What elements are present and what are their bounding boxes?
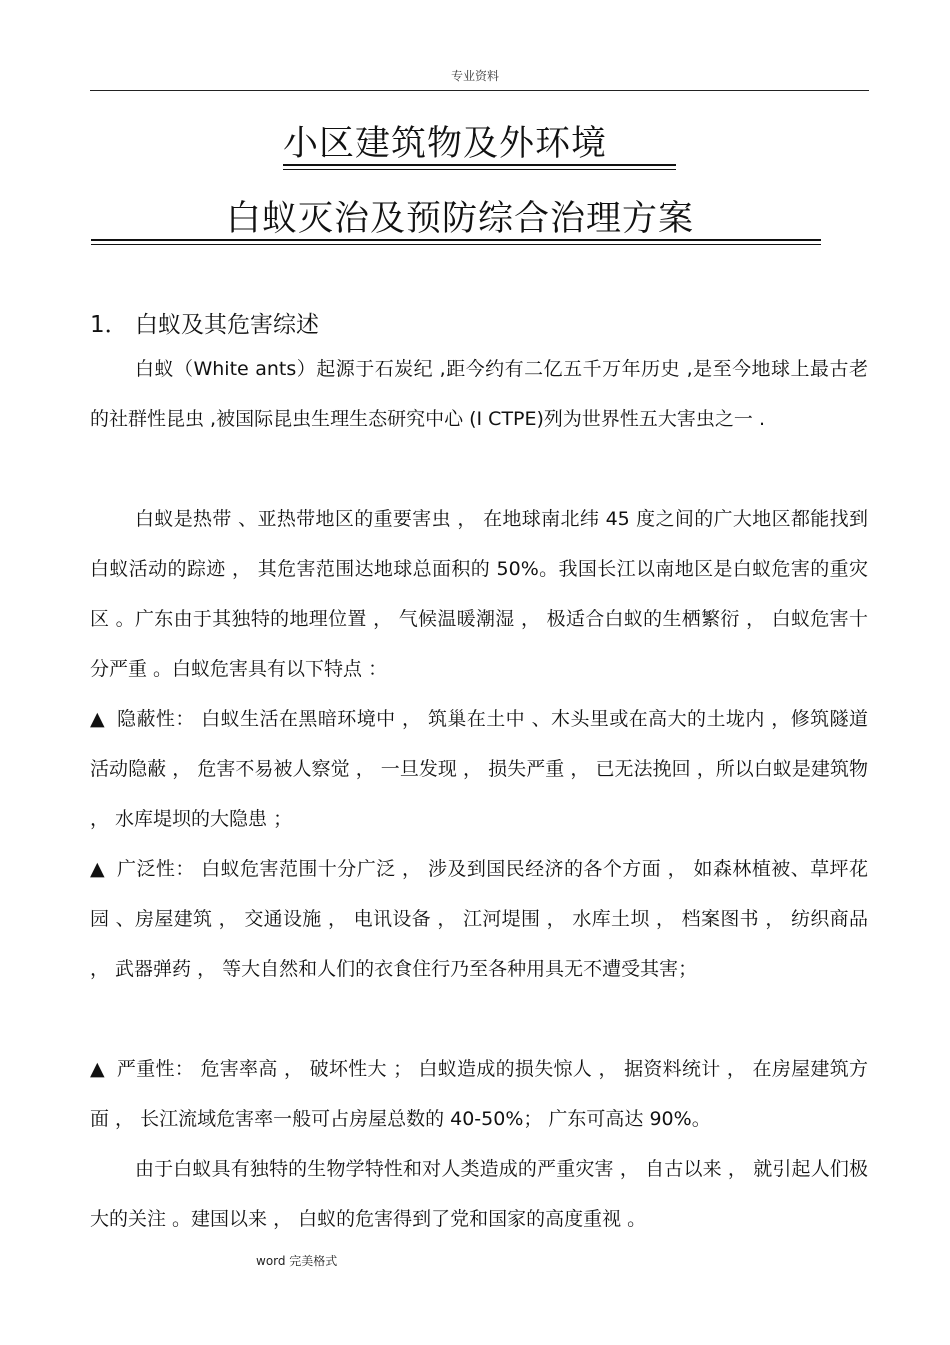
bullet-text: 隐蔽性： 白蚁生活在黑暗环境中 ， 筑巢在土中 、木头里或在高大的土垅内 ，修筑隧道活动隐蔽 ， 危害不易被人察觉 ， 一旦发现 ， 损失严重 ， 已无法挽回 ，所以白蚁是建筑物 ， 水库堤坝的大隐患 ； xyxy=(90,708,868,830)
document-title-line-2: 白蚁灭治及预防综合治理方案 xyxy=(225,199,694,239)
title-underline-1 xyxy=(283,164,676,170)
triangle-bullet-icon: ▲ xyxy=(90,1058,105,1080)
title-underline-2 xyxy=(91,239,821,245)
bullet-item-extensiveness xyxy=(90,844,868,994)
triangle-bullet-icon: ▲ xyxy=(90,858,106,880)
bullet-text: 严重性： 危害率高 ， 破坏性大 ； 白蚁造成的损失惊人 ， 据资料统计 ， 在房屋建筑方面 ， 长江流域危害率一般可占房屋总数的 40-50%； 广东可高达 90%。 xyxy=(90,1058,868,1130)
bullet-item-severity xyxy=(90,1044,868,1144)
page-footer: word 完美格式 xyxy=(256,1254,338,1268)
bullet-text: 广泛性： 白蚁危害范围十分广泛 ， 涉及到国民经济的各个方面 ， 如森林植被、草坪花园 、房屋建筑 ， 交通设施 ， 电讯设备 ， 江河堤围 ， 水库土坝 ， 档案图书 ， 纺织商品 ， 武器弹药 ， 等大自然和人们的衣食住行乃至各种用具无不遭受其害； xyxy=(90,858,868,980)
paragraph-origin: 白蚁（White ants）起源于石炭纪 ,距今约有二亿五千万年历史 ,是至今地球上最古老的社群性昆虫 ,被国际昆虫生理生态研究中心 (I CTPE)列为世界性五大害虫之一 . xyxy=(90,358,868,430)
section-heading: 1． 白蚁及其危害综述 xyxy=(90,312,319,338)
bullet-item-concealment xyxy=(90,694,868,844)
paragraph-closing: 由于白蚁具有独特的生物学特性和对人类造成的严重灾害 ， 自古以来 ， 就引起人们极大的关注 。建国以来 ， 白蚁的危害得到了党和国家的高度重视 。 xyxy=(90,1158,868,1230)
page-header: 专业资料 xyxy=(450,69,499,83)
paragraph-distribution: 白蚁是热带 、亚热带地区的重要害虫 ， 在地球南北纬 45 度之间的广大地区都能找到白蚁活动的踪迹 ， 其危害范围达地球总面积的 50%。我国长江以南地区是白蚁危害的重灾区 。广东由于其独特的地理位置 ， 气候温暖潮湿 ， 极适合白蚁的生栖繁衍 ， 白蚁危害十分严重 。白蚁危害具有以下特点 ： xyxy=(90,508,868,680)
triangle-bullet-icon: ▲ xyxy=(90,708,106,730)
document-title-line-1: 小区建筑物及外环境 xyxy=(282,124,607,164)
header-divider xyxy=(90,90,869,91)
